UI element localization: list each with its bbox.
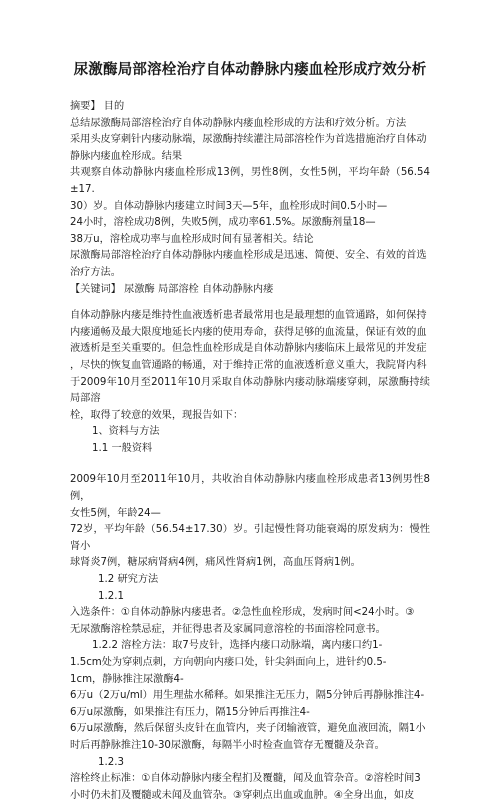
abstract-line: 总结尿激酶局部溶栓治疗自体动静脉内瘘血栓形成的方法和疗效分析。方法 — [70, 117, 407, 129]
subsection-heading: 1.1 一般资料 — [92, 442, 153, 454]
method-line: 1.2.2 溶栓方法：取7号皮针，选择内瘘口动脉端，离内瘘口约1- — [92, 640, 383, 652]
method-line: 1cm，静脉推注尿激酶4- — [70, 673, 184, 685]
method-section — [70, 605, 430, 804]
abstract-line: 24小时，溶栓成功8例，失败5例，成功率61.5%。尿激酶剂量18— — [70, 217, 376, 229]
method-line: 无尿激酶溶栓禁忌症，并征得患者及家属同意溶栓的书面溶栓同意书。 — [70, 623, 386, 635]
intro-line: 自体动静脉内瘘是维持性血液透析患者最常用也是最理想的血管通路，如何保持 — [70, 310, 427, 322]
abstract-line: 38万u，溶栓成功率与血栓形成时间有显著相关。结论 — [70, 233, 314, 245]
method-line: 时后再静脉推注10-30尿激酶，每隔半小时检查血管存无覆髓及杂音。 — [70, 739, 385, 751]
general-line: 72岁，平均年龄（56.54±17.30）岁。引起慢性肾功能衰竭的原发病为：慢性肾小 — [70, 524, 430, 552]
abstract-section — [70, 99, 430, 298]
abstract-line: 30）岁。自体动静脉内瘘建立时间3天—5年，血栓形成时间0.5小时— — [70, 200, 388, 212]
method-line: 6万u尿激酶，然后保留头皮针在血管内，夹子闭输液管，避免血液回流，隔1小 — [70, 723, 426, 735]
intro-line: 于2009年10月至2011年10月采取自体动静脉内瘘动脉端瘘穿刺，尿激酶持续局部溶 — [70, 376, 430, 405]
method-line: 1.5cm处为穿刺点刺，方向朝向内瘘口处，针尖斜面向上，进针约0.5- — [70, 657, 387, 668]
keywords-line: 【关键词】 尿激酶 局部溶栓 自体动静脉内瘘 — [70, 283, 274, 295]
abstract-line: 静脉内瘘血栓形成。结果 — [70, 150, 183, 162]
document-title: 尿激酶局部溶栓治疗自体动静脉内瘘血栓形成疗效分析 — [73, 62, 427, 78]
intro-line: 液透析是至关重要的。但急性血栓形成是自体动静脉内瘘临床上最常见的并发症 — [70, 343, 427, 355]
intro-line: 栓，取得了较意的效果，现报告如下： — [70, 409, 244, 421]
general-line: 2009年10月至2011年10月，共收治自体动静脉内瘘血栓形成患者13例男性8例， — [70, 474, 430, 503]
method-line: 6万u尿激酶，如果推注有压力，隔15分钟后再推注4- — [70, 706, 310, 718]
intro-line: ，尽快的恢复血管通路的畅通，对于维持正常的血液透析意义重大，我院肾内科 — [70, 359, 427, 371]
method-line: 入选条件：①自体动静脉内瘘患者。②急性血栓形成，发病时间<24小时。③ — [70, 607, 415, 619]
subsection-heading: 1.2.1 — [98, 590, 124, 602]
intro-line: 内瘘通畅及最大限度地延长内瘘的使用寿命，获得足够的血流量，保证有效的血 — [70, 326, 427, 338]
subsection-heading: 1.2 研究方法 — [98, 574, 159, 586]
abstract-line: 采用头皮穿刺针内瘘动脉端，尿激酶持续灌注局部溶栓作为首选措施治疗自体动 — [70, 134, 427, 146]
abstract-line: 共观察自体动静脉内瘘血栓形成13例，男性8例，女性5例，平均年龄（56.54±17. — [70, 167, 430, 195]
abstract-line: 尿激酶局部溶栓治疗自体动静脉内瘘血栓形成是迅速、简便、安全、有效的首选 — [70, 250, 427, 262]
abstract-line: 治疗方法。 — [70, 266, 121, 278]
general-line: 球肾炎7例，糖尿病肾病4例，痛风性肾病1例，高血压肾病1例。 — [70, 557, 361, 569]
method-line: 小时仍未扪及覆髓或未闻及血管杂。③穿刺点出血或血肿。④全身出血，如皮 — [70, 789, 415, 801]
general-info-section — [70, 472, 430, 605]
general-line: 女性5例，年龄24— — [70, 507, 161, 519]
abstract-line: 摘要】 目的 — [70, 101, 125, 112]
intro-section — [70, 308, 430, 457]
subsection-heading: 1.2.3 — [98, 756, 124, 768]
method-line: 溶栓终止标准：①自体动静脉内瘘全程扪及覆髓，闻及血管杂音。②溶栓时间3 — [70, 773, 421, 785]
method-line: 6万u（2万u/ml）用生理盐水稀释。如果推注无压力，隔5分钟后再静脉推注4- — [70, 690, 425, 702]
section-heading: 1、资料与方法 — [92, 426, 160, 438]
